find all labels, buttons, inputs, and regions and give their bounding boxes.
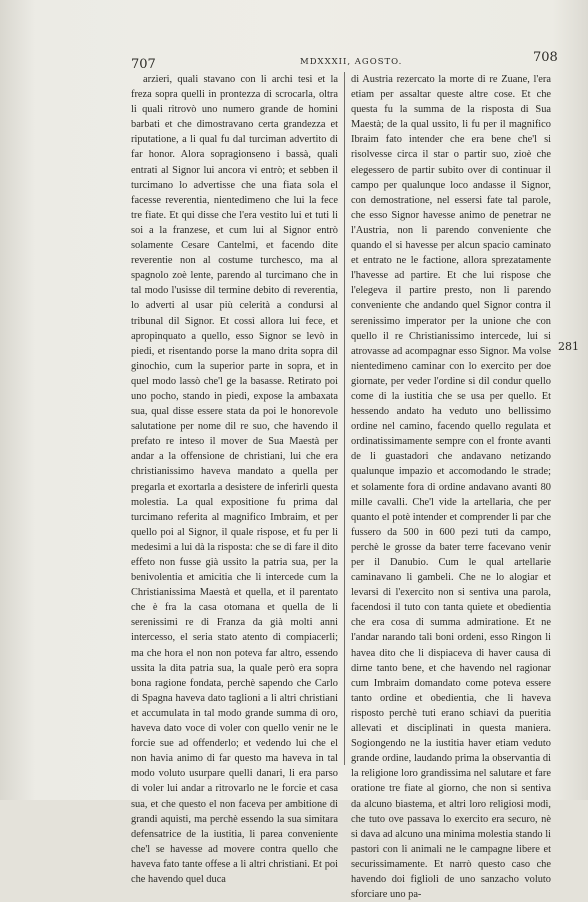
page-number-right: 708 [533, 50, 558, 65]
text-column-left [131, 72, 338, 885]
left-column-text: arzieri, quali stavano con li archi tesi et la freza sopra quelli in prontezza di scrocarla, oltra li quali ritrovò uno numero grande de homini barbati et che dimostravano certa grandezza et riputatione, a li qual fu dal turciman advertito di far honor. Alora sopragionseno i bassà, quali entrati al Signor lui ancora vi entrò; et sebben il turcimano lo advertisse che una fiata sola el facesse reverentia, nientedimeno che lui la fece tre fiate. Et qui disse che l'era vestito lui et tuti li soi a la franzese, et cum lui al Signor entrò solamente Cesare Cantelmi, et facendo dite reverentie non al costume turchesco, ma al spagnolo zoè lente, parendo al turcimano che in tal modo l'usisse dil termine debito di reverentia, lo adverti al usar più celerità a condursi al tribunal dil Signor. Et cossì allora lui fece, et apropinquato a quello, esso Signor se levò in piedi, et risentando porse la mano drita sopra dil ginochio, cum la superior parte in sopra, et in quel modo lassò che'l ge la basasse. Retirato poi uno pocho, stando in piedi, expose la ambaxata sua, qual disse essere stata da poi le honorevole salutatione per nome dil re suo, che havendo il prefato re inteso il mover de Sua Maestà per andar a la offensione de christiani, lui che era christianissimo haveva mandato a quella per pregarla et exortarla a desistere de inferirli questa molestia. La qual expositione fu prima dal turcimano referita al magnifico Imbraim, et per quello poi al Signor, il quale rispose, et fu per li medesimi a lui dà la risposta: che se di fare il dito effeto non fusse già ussito la patria sua, per la benivolentia et amicitia che li intercede cum la Christianissima Maestà et quella, et il parentato che è fra la casa otomana et quella de li serenissimi re di Franza da già molti anni intercesso, el seria stato atento di compiacerli; ma che hora el non non poteva far altro, essendo ussita la dita patria sua, la quale però era sopra bona ragione fondata, perchè sapendo che Carlo di Spagna haveva dato taglioni a li altri christiani et accumulata in tal modo grande summa di oro, haveva dato voce di voler con quello venir ne le forcie sue ad offenderlo; et vedendo lui che el non havia animo di far questo ma haveva in tal modo voluto usurpare quelli danari, li era parso di voler lui andar a ritrovarlo ne le forcie et casa sua, et che questo el non faceva per ambitione di grandi aquisti, ma perchè essendo la sua simitara defensatrice de la iustitia, li parea conveniente che'l se havesse ad movere contra quello che haveva fato tante offese a li altri christiani. Et poi che havendo quel duca [131, 74, 338, 885]
text-column-right [351, 72, 551, 901]
column-divider [344, 72, 345, 765]
page-number-left: 707 [131, 57, 156, 72]
right-column-text: di Austria rezercato la morte di re Zuane, l'era etiam per assaltar queste altre cose. Et che questa fu la summa de la risposta di Sua Maestà; de la qual ussito, li fu per il magnifico Ibraim fato intender che era bene che'l si risolvesse circa il star o partir suo, zioè che elegessero de partir subito over di continuar il campo per qualunque loco andasse il Signor, con demostratione, nel essersi fate tal parole, che esso Signor havesse animo de penetrar ne l'Austria, non li parendo conveniente che quando el si havesse per alcun spacio caminato et entrato ne le factione, allora sprezatamente l'havesse ad partire. Et che lui rispose che l'elegeva il partire presto, non li parendo conveniente che andando quel Signor contra il serenissimo imperator per la unione che con quello il re Christianissimo intercede, lui si atrovasse ad acompagnar esso Signor. Ma volse nientedimeno caminar con lo exercito per doe giornate, per veder l'ordine si dil condur quello come di la iustitia che se usa per quello. Et hessendo andato ha veduto uno bellissimo ordine nel camino, facendo quello regulata et ordinatissimamente sempre con el fronte avanti de li guastadori che andavano netizando qualunque impazio et accomodando le strade; et solamente fora di ordine andavano avanti 80 mille cavalli. Che'l vide la artellaria, che per quanto el potè intender et comprender li par che fussero da 500 in 600 pezi tuti da campo, perchè le grosse da bater terre facevano venir per il Danubio. Cum le qual artellarie caminavano li gambeli. Che ne lo alogiar et levarsi di l'exercito non si sentiva una parola, facendosi il tuto con tanta quiete et obedientia che era cosa di summa admiratione. Et ne l'andar narando tali boni ordeni, esso Ringon li havea dito che li dispiaceva di haver causa di dirne tanto bene, et che havendo nel ragionar cum Imbraim domandato come poteva essere tanto ordine et obedientia, che li haveva risposto perchè tuti erano schiavi da pueritia allevati et disciplinati in questa maniera. Sogiongendo ne la iustitia haver etiam veduto grande ordine, laudando prima la observantia di la religione loro grandissima nel salutare et fare oratione tre fiate al giorno, che non si sentiva da alcuno biastema, et altri loro religiosi modi, che tuto ove passava lo exercito era securo, nè si dava ad alcuno una minima molestia stando li pastori con li animali ne le campagne libere et securissimamente. Et narrò questo caso che havendo doi figlioli de uno sanzacho voluto sforciare uno pa- [351, 74, 551, 901]
running-head: MDXXXII, AGOSTO. [300, 57, 403, 67]
margin-note: 281 [558, 340, 579, 353]
